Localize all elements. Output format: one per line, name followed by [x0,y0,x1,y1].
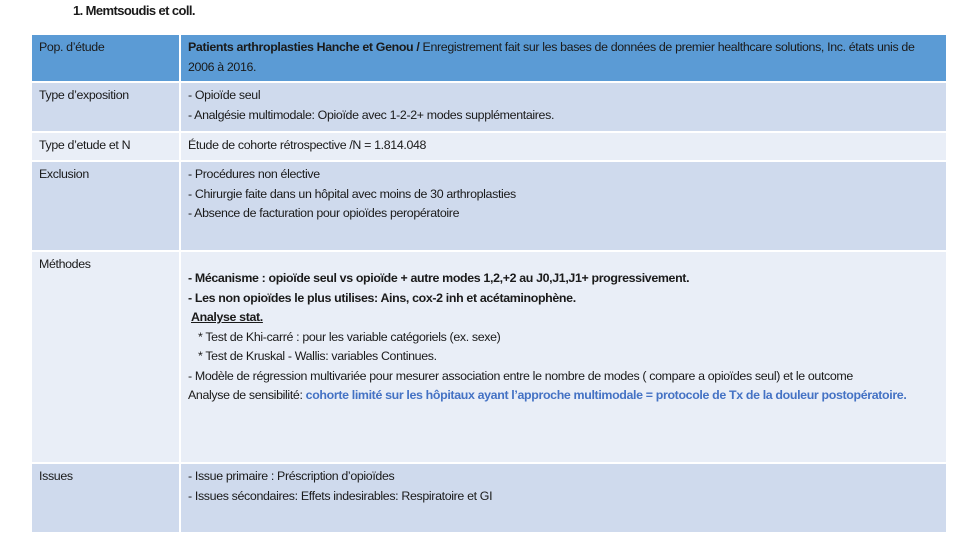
table-row-population [31,34,947,82]
table-row-issues [31,463,947,533]
row-value [180,34,947,82]
row-label: Type d’etude et N [31,132,180,161]
row-label: Exclusion [31,161,180,251]
population-text: Enregistrement fait sur les bases de données de premier healthcare solutions, Inc. états unis de 2006 à 2016. [188,40,915,74]
table-row-methodes [31,251,947,463]
population-bold: Patients arthroplasties Hanche et Genou / [188,40,420,54]
row-label: Pop. d’étude [31,34,180,82]
list-item: - Procédures non élective [188,167,320,181]
row-label: Issues [31,463,180,533]
method-line: - Mécanisme : opioïde seul vs opioïde + autre modes 1,2,+2 au J0,J1,J1+ progressivement. [188,271,690,285]
row-value [180,251,947,463]
row-label: Méthodes [31,251,180,463]
analyse-heading: Analyse stat. [191,310,263,324]
sensitivity-analysis [188,386,939,406]
list-item: - Analgésie multimodale: Opioïde avec 1-2-2+ modes supplémentaires. [188,107,555,122]
method-line: - Modèle de régression multivariée pour mesurer association entre le nombre de modes ( compare a opioïdes seul) et le outcome [188,368,853,383]
list-item: - Issue primaire : Préscription d’opioïdes [188,469,395,483]
sensitivity-label: Analyse de sensibilité: [188,388,306,402]
list-item: - Opioïde seul [188,88,261,102]
table-row-type-etude [31,132,947,161]
table-row-exclusion [31,161,947,251]
row-label: Type d’exposition [31,82,180,132]
method-line: - Les non opioïdes le plus utilises: Ains, cox-2 inh et acétaminophène. [188,290,576,305]
slide-title: 1. Memtsoudis et coll. [73,3,195,18]
table-row-exposition [31,82,947,132]
study-summary-table [30,33,948,534]
list-item: - Absence de facturation pour opioïdes peropératoire [188,206,460,220]
row-value [180,463,947,533]
list-item: - Chirurgie faite dans un hôpital avec moins de 30 arthroplasties [188,186,516,201]
method-line: * Test de Khi-carré : pour les variable catégoriels (ex. sexe) [198,329,501,344]
sensitivity-text: cohorte limité sur les hôpitaux ayant l’approche multimodale = protocole de Tx de la douleur postopératoire. [305,388,907,402]
row-value [180,161,947,251]
method-line: * Test de Kruskal - Wallis: variables Continues. [198,349,437,363]
row-value: Étude de cohorte rétrospective /N = 1.814.048 [180,132,947,161]
row-value [180,82,947,132]
list-item: - Issues sécondaires: Effets indesirables: Respiratoire et GI [188,488,493,503]
